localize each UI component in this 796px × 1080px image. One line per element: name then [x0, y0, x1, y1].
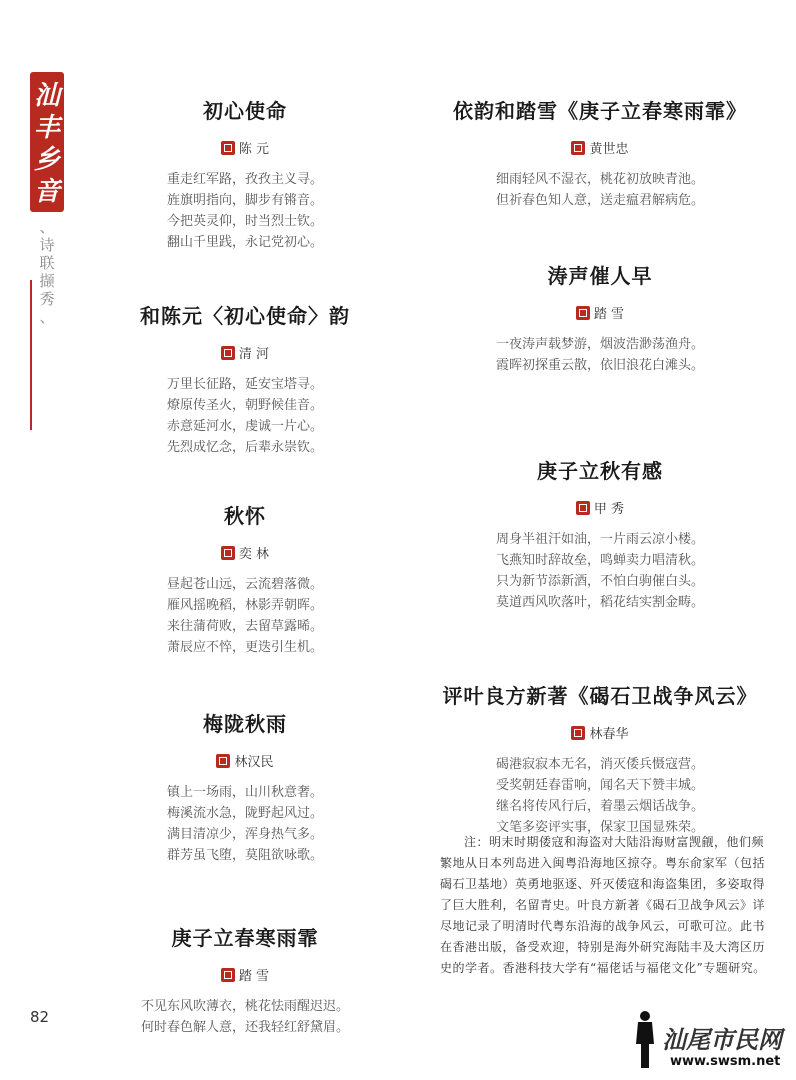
subtitle-char: 联 — [39, 254, 55, 272]
poem-line: 受奖朝廷春雷响，闻名天下赞丰城。 — [495, 778, 704, 793]
poem-author — [425, 498, 775, 517]
poem-block — [425, 95, 775, 211]
poem-lines — [80, 996, 410, 1038]
poem-line: 霞晖初探重云散，依旧浪花白滩头。 — [495, 358, 704, 373]
poem-seal-icon — [571, 141, 585, 155]
poem-lines — [425, 754, 775, 838]
poem-title: 梅陇秋雨 — [203, 712, 287, 736]
poem-seal-icon — [571, 726, 585, 740]
poem-line: 昼起苍山远，云流碧落微。 — [166, 577, 323, 592]
subtitle-char: 秀 — [39, 290, 55, 308]
poem-lines — [80, 574, 410, 658]
page-number: 82 — [30, 1008, 50, 1026]
subtitle-char: 、 — [39, 218, 55, 236]
poem-line: 但祈春色知人意，送走瘟君解病危。 — [495, 193, 704, 208]
author-name: 陈 元 — [238, 142, 270, 157]
poem-line: 翻山千里践，永记党初心。 — [166, 235, 323, 250]
standing-figure-icon — [632, 1010, 658, 1070]
poem-line: 继名将传风行后，着墨云烟话战争。 — [495, 799, 704, 814]
poem-author — [425, 303, 775, 322]
watermark-name: 汕尾市民网 — [662, 1025, 782, 1054]
poem-block — [425, 680, 775, 838]
banner-char: 乡 — [33, 145, 60, 175]
poem-line: 旌旗明指向，脚步有锵音。 — [166, 193, 323, 208]
poem-line: 雁风摇晚稻，林影弄朝晖。 — [166, 598, 323, 613]
poem-title: 庚子立秋有感 — [537, 459, 663, 483]
poem-line: 不见东风吹薄衣，桃花怯雨醒迟迟。 — [140, 999, 349, 1014]
poem-lines — [80, 374, 410, 458]
poem-block — [80, 95, 410, 253]
column-subtitle — [37, 218, 57, 326]
author-name: 林春华 — [589, 727, 629, 742]
banner-char: 汕 — [33, 81, 60, 111]
poem-author — [80, 543, 410, 562]
author-name: 甲 秀 — [593, 502, 625, 517]
poem-line: 来往蒲荷败，去留草露晞。 — [166, 619, 323, 634]
poem-lines — [80, 169, 410, 253]
poem-line: 先烈成忆念，后辈永崇钦。 — [166, 440, 323, 455]
poem-line: 群芳虽飞堕，莫阻欲咏歌。 — [166, 848, 323, 863]
poem-title: 评叶良方新著《碣石卫战争风云》 — [442, 684, 758, 708]
poem-block — [80, 300, 410, 458]
author-name: 踏 雪 — [238, 969, 270, 984]
subtitle-char: 诗 — [39, 236, 55, 254]
site-watermark — [632, 1010, 792, 1074]
poem-block — [425, 260, 775, 376]
poem-lines — [425, 529, 775, 613]
poem-line: 满目清凉少，浑身热气多。 — [166, 827, 323, 842]
poem-line: 一夜涛声载梦游，烟波浩渺荡渔舟。 — [495, 337, 704, 352]
poem-line: 今把英灵仰，时当烈士钦。 — [166, 214, 323, 229]
poem-lines — [425, 169, 775, 211]
poem-lines — [80, 782, 410, 866]
poem-title: 和陈元〈初心使命〉韵 — [140, 304, 350, 328]
poem-line: 萧辰应不悴，更迭引生机。 — [166, 640, 323, 655]
poem-line: 镇上一场雨，山川秋意奢。 — [166, 785, 323, 800]
poem-line: 文笔多姿评实事，保家卫国显殊荣。 — [495, 820, 704, 835]
poem-seal-icon — [221, 546, 235, 560]
poem-line: 只为新节添新酒，不怕白驹催白头。 — [495, 574, 704, 589]
poem-line: 赤意延河水，虔诚一片心。 — [166, 419, 323, 434]
poem-title: 依韵和踏雪《庚子立春寒雨霏》 — [453, 99, 747, 123]
poem-author — [425, 138, 775, 157]
poem-seal-icon — [216, 754, 230, 768]
poem-line: 周身半祖汗如油，一片雨云凉小楼。 — [495, 532, 704, 547]
poem-block — [80, 708, 410, 866]
poem-seal-icon — [221, 346, 235, 360]
author-name: 踏 雪 — [593, 307, 625, 322]
poem-line: 燎原传圣火，朝野候佳音。 — [166, 398, 323, 413]
poem-line: 万里长征路，延安宝塔寻。 — [166, 377, 323, 392]
poem-line: 重走红军路，孜孜主义寻。 — [166, 172, 323, 187]
poem-block — [80, 500, 410, 658]
poem-line: 细雨轻风不湿衣，桃花初放映青池。 — [495, 172, 704, 187]
poem-seal-icon — [221, 968, 235, 982]
watermark-url: www.swsm.net — [670, 1054, 781, 1069]
poem-title: 涛声催人早 — [547, 264, 653, 288]
poem-lines — [425, 334, 775, 376]
column-divider — [30, 280, 32, 430]
banner-char: 丰 — [33, 113, 60, 143]
poem-author — [80, 965, 410, 984]
poem-title: 秋怀 — [224, 504, 266, 528]
poem-seal-icon — [576, 501, 590, 515]
poem-line: 碣港寂寂本无名，消灭倭兵慑寇营。 — [495, 757, 704, 772]
poem-line: 莫道西风吹落叶，稻花结实割金畴。 — [495, 595, 704, 610]
poem-block — [80, 922, 410, 1038]
author-name: 清 河 — [238, 347, 270, 362]
author-name: 林汉民 — [234, 755, 274, 770]
poem-line: 何时春色解人意，还我轻红舒黛眉。 — [140, 1020, 349, 1035]
banner-char: 音 — [33, 177, 60, 207]
poem-title: 庚子立春寒雨霏 — [171, 926, 319, 950]
poem-seal-icon — [221, 141, 235, 155]
subtitle-char: 撷 — [39, 272, 55, 290]
poem-block — [425, 455, 775, 613]
poem-author — [80, 343, 410, 362]
poem-seal-icon — [576, 306, 590, 320]
poem-line: 梅溪流水急，陇野起风过。 — [166, 806, 323, 821]
poem-author — [80, 138, 410, 157]
poem-author — [80, 751, 410, 770]
column-banner — [30, 72, 64, 212]
author-name: 黄世忠 — [589, 142, 629, 157]
subtitle-char: 、 — [39, 308, 55, 326]
poem-title: 初心使命 — [203, 99, 287, 123]
poem-footnote: 注：明末时期倭寇和海盗对大陆沿海财富觊觎，他们频繁地从日本列岛进入闽粤沿海地区掠夺。粤东俞家军（包括碣石卫基地）英勇地驱逐、歼灭倭寇和海盗集团，多姿取得了巨大胜利，名留青史。叶良方新著《碣石卫战争风云》详尽地记录了明清时代粤东沿海的战争风云，可歌可泣。此书在香港出版，备受欢迎，特别是海外研究海陆丰及大湾区历史的学者。香港科技大学有“福佬话与福佬文化”专题研究。 — [440, 835, 766, 975]
poem-line: 飞燕知时辞故垒，鸣蝉卖力唱清秋。 — [495, 553, 704, 568]
author-name: 奕 林 — [238, 547, 270, 562]
poem-author — [425, 723, 775, 742]
